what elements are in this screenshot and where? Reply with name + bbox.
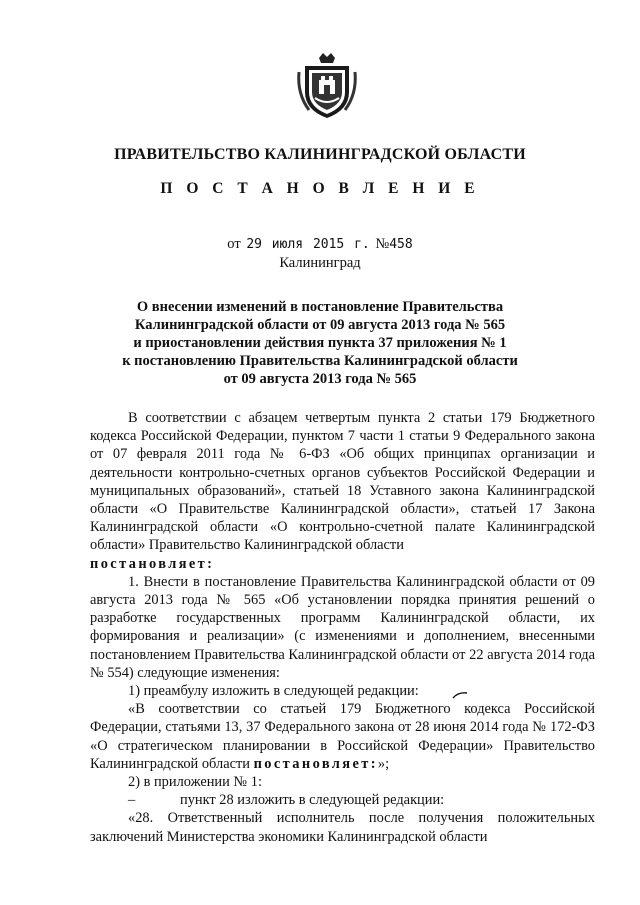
dash-marker: – bbox=[128, 792, 136, 809]
item-1-1-paragraph: 1) преамбулу изложить в следующей редакции: bbox=[128, 683, 419, 700]
subject-line: и приостановлении действия пункта 37 приложения № 1 bbox=[133, 335, 507, 351]
subject-line: Калининградской области от 09 августа 2013 года № 565 bbox=[134, 317, 506, 333]
document-body bbox=[90, 409, 595, 846]
subject-line: О внесении изменений в постановление Правительства bbox=[136, 299, 504, 315]
dash-item-paragraph bbox=[90, 791, 595, 809]
date-number-line bbox=[0, 236, 640, 253]
dash-item-text: пункт 28 изложить в следующей редакции: bbox=[180, 792, 445, 809]
quote-resolves-word: постановляет: bbox=[253, 755, 378, 772]
subject-line: от 09 августа 2013 года № 565 bbox=[223, 371, 417, 387]
number-prefix: № bbox=[375, 236, 390, 252]
document-type: П О С Т А Н О В Л Е Н И Е bbox=[160, 180, 480, 197]
date-value: 29 июля 2015 г. bbox=[246, 237, 370, 252]
quote-text: «В соответствии со статьей 179 Бюджетного кодекса Российской Федерации, статьями 13, 37 Федерального закона от 28 июня 2014 года № 172-ФЗ «О стратегическом планировании в Российской Федерации» Правительство Калининградской области bbox=[90, 701, 595, 772]
item-1-2-paragraph: 2) в приложении № 1: bbox=[128, 774, 262, 791]
quote-paragraph bbox=[90, 700, 595, 773]
date-prefix: от bbox=[227, 236, 241, 252]
last-paragraph: «28. Ответственный исполнитель после получения положительных заключений Министерства экономики Калининградской области bbox=[90, 810, 595, 845]
resolves-word: постановляет: bbox=[90, 555, 215, 572]
item-1-paragraph: 1. Внести в постановление Правительства Калининградской области от 09 августа 2013 года № 565 «Об установлении порядка принятия решений о разработке государственных программ Калининградской области, их формирования и реализации» (с изменениями и дополнением, внесенными постановлением Правительства Калининградской области от 22 августа 2014 года № 554) следующие изменения: bbox=[90, 573, 595, 681]
city: Калининград bbox=[279, 255, 361, 271]
preamble-text: В соответствии с абзацем четвертым пункта 2 статьи 179 Бюджетного кодекса Российской Федерации, пунктом 7 части 1 статьи 9 Федерального закона от 07 февраля 2011 года № 6-ФЗ «Об общих принципах организации и деятельности контрольно-счетных органов субъектов Российской Федерации и муниципальных образований», статьей 18 Уставного закона Калининградской области «О Правительстве Калининградской области», статьей 17 Закона Калининградской области «О контрольно-счетной палате Калининградской области» Правительство Калининградской области bbox=[90, 410, 595, 554]
document-subject bbox=[100, 298, 540, 388]
government-name: ПРАВИТЕЛЬСТВО КАЛИНИНГРАДСКОЙ ОБЛАСТИ bbox=[114, 146, 526, 163]
preamble-paragraph bbox=[90, 409, 595, 573]
number-value: 458 bbox=[389, 237, 413, 252]
handwritten-mark-icon bbox=[452, 691, 468, 699]
coat-of-arms-emblem bbox=[295, 52, 359, 120]
subject-line: к постановлению Правительства Калининградской области bbox=[122, 353, 518, 369]
quote-end: »; bbox=[377, 755, 390, 772]
